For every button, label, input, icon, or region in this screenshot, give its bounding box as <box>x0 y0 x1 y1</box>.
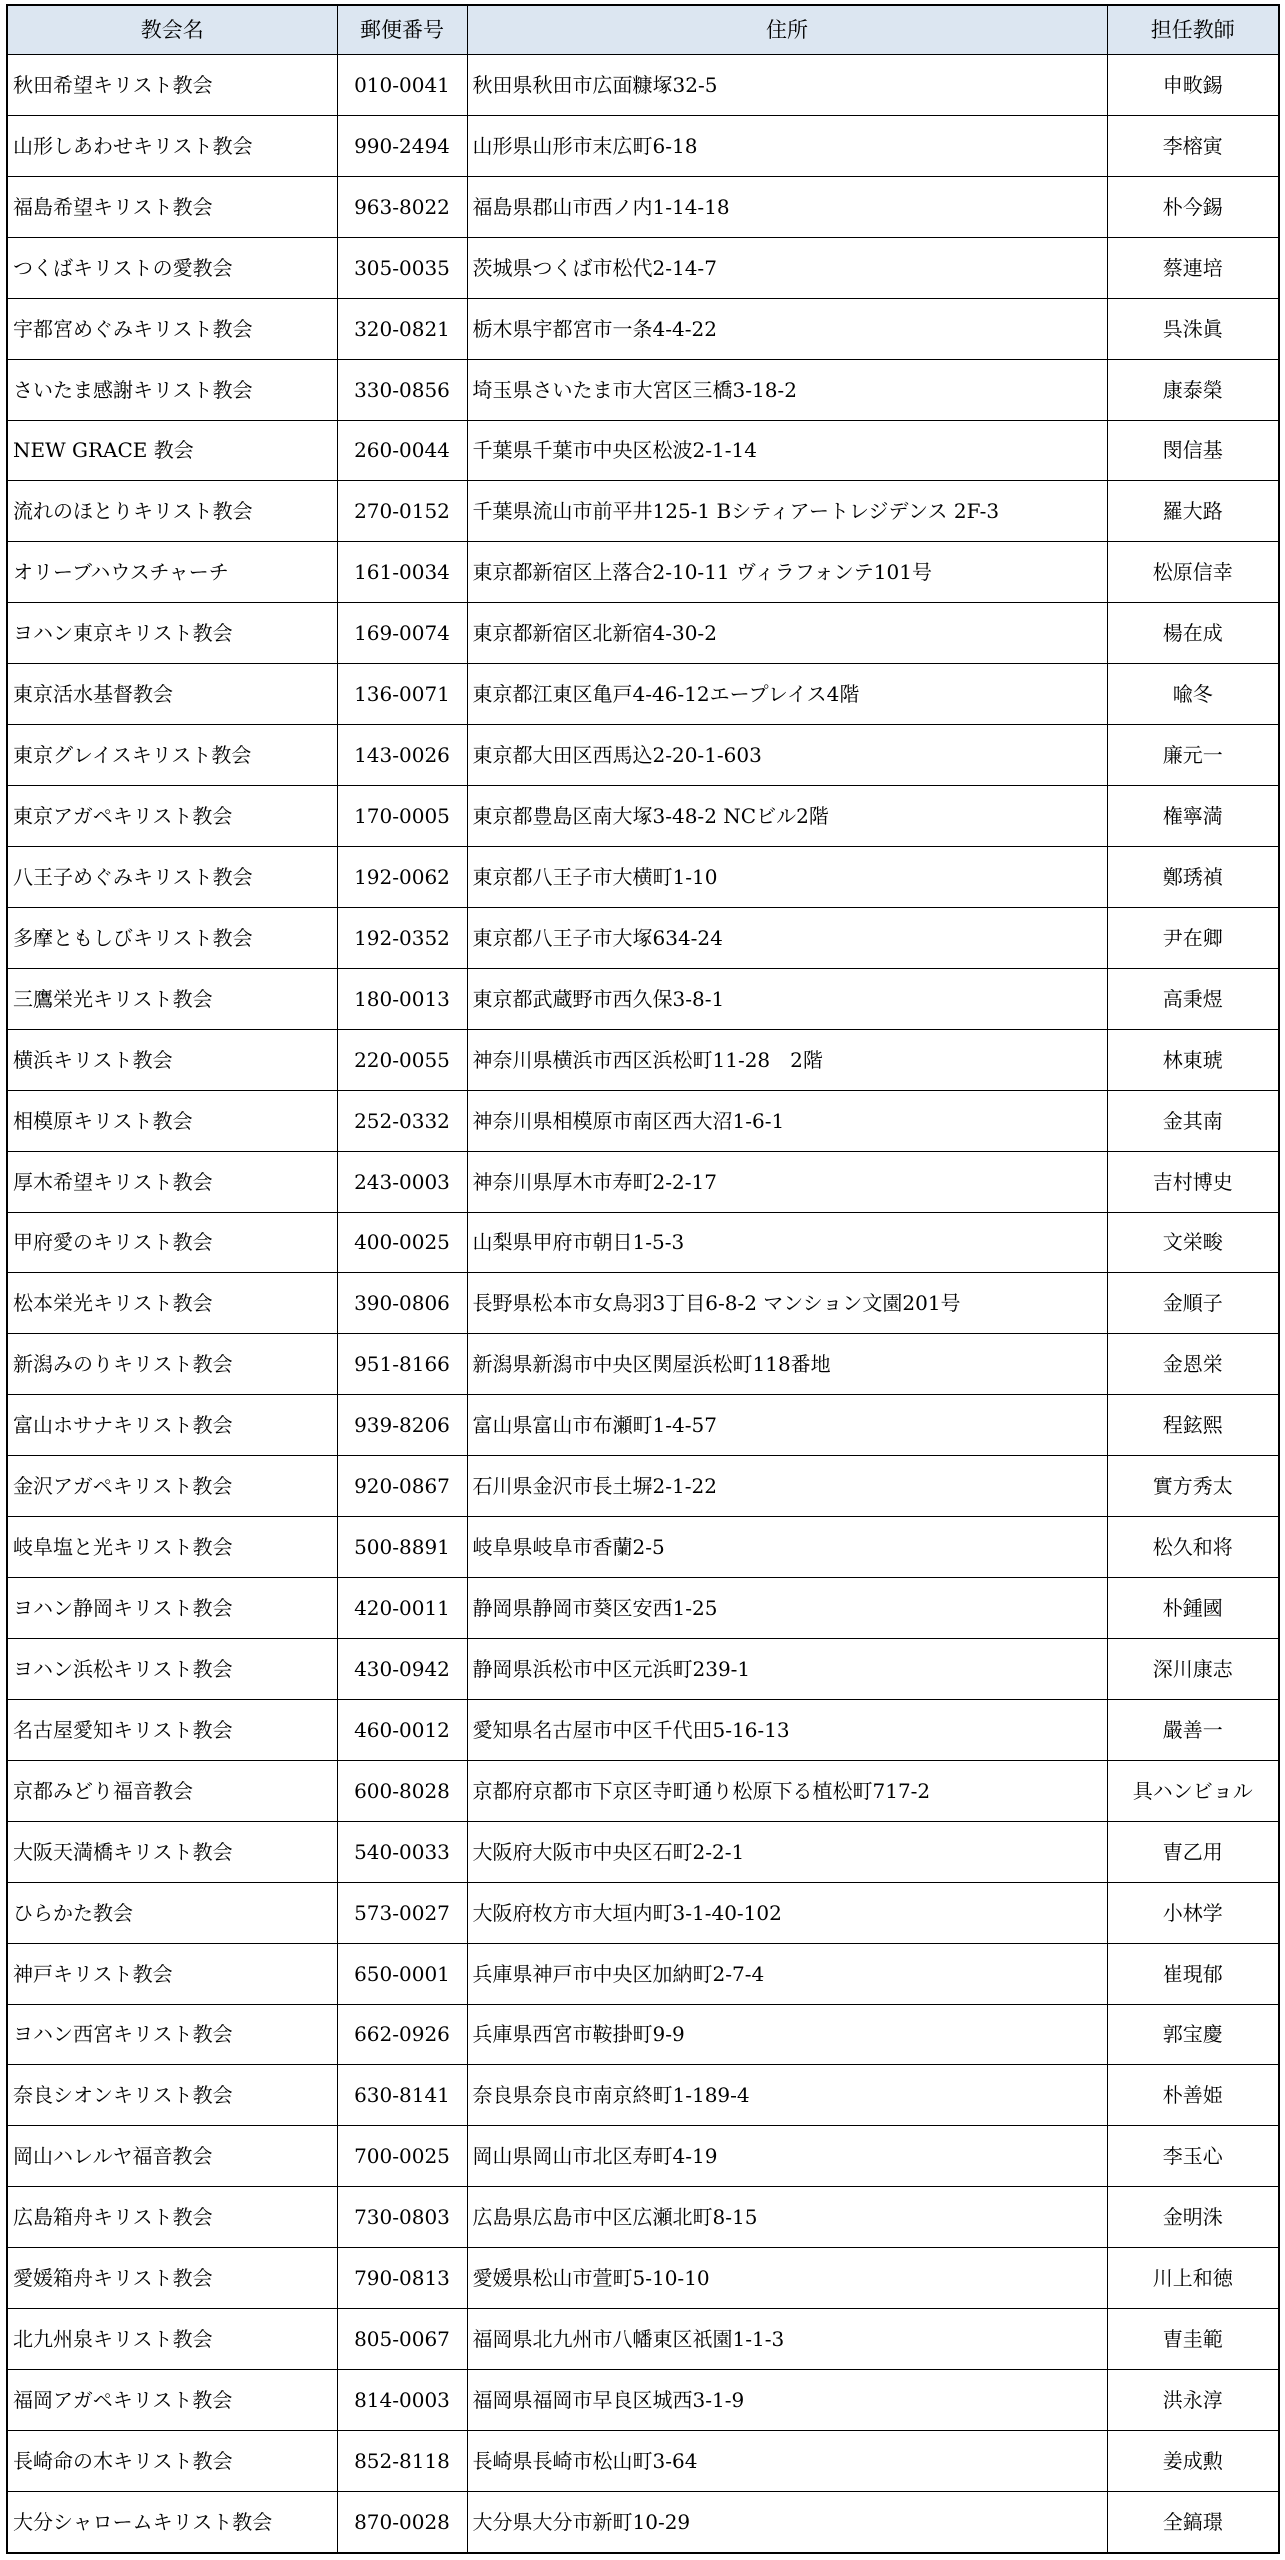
postal-code-cell: 430-0942 <box>337 1638 467 1699</box>
postal-code-cell: 136-0071 <box>337 664 467 725</box>
address-cell: 大阪府大阪市中央区石町2-2-1 <box>467 1821 1107 1882</box>
pastor-cell: 高秉煜 <box>1107 968 1279 1029</box>
table-row <box>7 1090 1279 1151</box>
table-row <box>7 725 1279 786</box>
postal-code-cell: 180-0013 <box>337 968 467 1029</box>
pastor-cell: 吉村博史 <box>1107 1151 1279 1212</box>
postal-code-cell: 169-0074 <box>337 603 467 664</box>
address-cell: 山梨県甲府市朝日1-5-3 <box>467 1212 1107 1273</box>
church-name-cell: 金沢アガペキリスト教会 <box>7 1456 337 1517</box>
pastor-cell: 権寧満 <box>1107 786 1279 847</box>
church-name-cell: さいたま感謝キリスト教会 <box>7 359 337 420</box>
address-cell: 山形県山形市末広町6-18 <box>467 115 1107 176</box>
address-cell: 大分県大分市新町10-29 <box>467 2491 1107 2553</box>
address-cell: 京都府京都市下京区寺町通り松原下る植松町717-2 <box>467 1760 1107 1821</box>
address-cell: 東京都八王子市大横町1-10 <box>467 846 1107 907</box>
church-name-cell: ヨハン西宮キリスト教会 <box>7 2004 337 2065</box>
postal-code-cell: 192-0352 <box>337 907 467 968</box>
postal-code-cell: 920-0867 <box>337 1456 467 1517</box>
address-cell: 大阪府枚方市大垣内町3-1-40-102 <box>467 1882 1107 1943</box>
postal-code-cell: 170-0005 <box>337 786 467 847</box>
church-name-cell: 東京活水基督教会 <box>7 664 337 725</box>
postal-code-cell: 252-0332 <box>337 1090 467 1151</box>
pastor-cell: 曺乙用 <box>1107 1821 1279 1882</box>
address-cell: 東京都豊島区南大塚3-48-2 NCビル2階 <box>467 786 1107 847</box>
church-name-cell: つくばキリストの愛教会 <box>7 237 337 298</box>
postal-code-cell: 805-0067 <box>337 2309 467 2370</box>
church-name-cell: 愛媛箱舟キリスト教会 <box>7 2248 337 2309</box>
address-cell: 長崎県長崎市松山町3-64 <box>467 2430 1107 2491</box>
table-row <box>7 786 1279 847</box>
pastor-cell: 全鎬璟 <box>1107 2491 1279 2553</box>
address-cell: 茨城県つくば市松代2-14-7 <box>467 237 1107 298</box>
church-name-cell: 大分シャロームキリスト教会 <box>7 2491 337 2553</box>
table-row <box>7 1029 1279 1090</box>
postal-code-cell: 400-0025 <box>337 1212 467 1273</box>
pastor-cell: 林東琥 <box>1107 1029 1279 1090</box>
pastor-cell: 小林学 <box>1107 1882 1279 1943</box>
church-name-cell: 東京アガペキリスト教会 <box>7 786 337 847</box>
postal-code-cell: 390-0806 <box>337 1273 467 1334</box>
postal-code-cell: 870-0028 <box>337 2491 467 2553</box>
postal-code-cell: 730-0803 <box>337 2187 467 2248</box>
address-cell: 神奈川県厚木市寿町2-2-17 <box>467 1151 1107 1212</box>
postal-code-cell: 161-0034 <box>337 542 467 603</box>
pastor-cell: 朴鍾國 <box>1107 1578 1279 1639</box>
table-row <box>7 115 1279 176</box>
postal-code-cell: 330-0856 <box>337 359 467 420</box>
postal-code-cell: 700-0025 <box>337 2126 467 2187</box>
postal-code-cell: 650-0001 <box>337 1943 467 2004</box>
address-cell: 長野県松本市女鳥羽3丁目6-8-2 マンション文園201号 <box>467 1273 1107 1334</box>
postal-code-cell: 951-8166 <box>337 1334 467 1395</box>
address-cell: 東京都八王子市大塚634-24 <box>467 907 1107 968</box>
pastor-cell: 楊在成 <box>1107 603 1279 664</box>
postal-code-cell: 852-8118 <box>337 2430 467 2491</box>
postal-code-cell: 790-0813 <box>337 2248 467 2309</box>
pastor-cell: 洪永淳 <box>1107 2370 1279 2431</box>
table-row <box>7 1638 1279 1699</box>
church-name-cell: 福島希望キリスト教会 <box>7 176 337 237</box>
table-row <box>7 298 1279 359</box>
table-row <box>7 1151 1279 1212</box>
postal-code-cell: 010-0041 <box>337 55 467 116</box>
pastor-cell: 文栄畯 <box>1107 1212 1279 1273</box>
address-cell: 岐阜県岐阜市香蘭2-5 <box>467 1517 1107 1578</box>
table-row <box>7 1212 1279 1273</box>
church-name-cell: 岡山ハレルヤ福音教会 <box>7 2126 337 2187</box>
table-row <box>7 2126 1279 2187</box>
pastor-cell: 實方秀太 <box>1107 1456 1279 1517</box>
table-row <box>7 2370 1279 2431</box>
pastor-cell: 金恩栄 <box>1107 1334 1279 1395</box>
church-name-cell: 奈良シオンキリスト教会 <box>7 2065 337 2126</box>
postal-code-cell: 573-0027 <box>337 1882 467 1943</box>
table-row <box>7 2430 1279 2491</box>
pastor-cell: 金其南 <box>1107 1090 1279 1151</box>
postal-code-cell: 320-0821 <box>337 298 467 359</box>
address-cell: 千葉県千葉市中央区松波2-1-14 <box>467 420 1107 481</box>
postal-code-cell: 305-0035 <box>337 237 467 298</box>
pastor-cell: 呉洙眞 <box>1107 298 1279 359</box>
address-cell: 東京都武蔵野市西久保3-8-1 <box>467 968 1107 1029</box>
table-row <box>7 968 1279 1029</box>
church-name-cell: 八王子めぐみキリスト教会 <box>7 846 337 907</box>
table-row <box>7 1760 1279 1821</box>
address-cell: 埼玉県さいたま市大宮区三橋3-18-2 <box>467 359 1107 420</box>
address-cell: 兵庫県西宮市鞍掛町9-9 <box>467 2004 1107 2065</box>
address-cell: 千葉県流山市前平井125-1 Bシティアートレジデンス 2F-3 <box>467 481 1107 542</box>
postal-code-cell: 420-0011 <box>337 1578 467 1639</box>
table-row <box>7 2309 1279 2370</box>
address-cell: 福岡県福岡市早良区城西3-1-9 <box>467 2370 1107 2431</box>
church-name-cell: 多摩ともしびキリスト教会 <box>7 907 337 968</box>
pastor-cell: 朴今錫 <box>1107 176 1279 237</box>
address-cell: 東京都大田区西馬込2-20-1-603 <box>467 725 1107 786</box>
pastor-cell: 金明洙 <box>1107 2187 1279 2248</box>
pastor-cell: 川上和徳 <box>1107 2248 1279 2309</box>
church-name-cell: ヨハン静岡キリスト教会 <box>7 1578 337 1639</box>
church-name-cell: 北九州泉キリスト教会 <box>7 2309 337 2370</box>
pastor-cell: 姜成勲 <box>1107 2430 1279 2491</box>
table-row <box>7 1943 1279 2004</box>
table-body <box>7 55 1279 2554</box>
table-row <box>7 1821 1279 1882</box>
postal-code-cell: 500-8891 <box>337 1517 467 1578</box>
church-name-cell: 福岡アガペキリスト教会 <box>7 2370 337 2431</box>
table-row <box>7 481 1279 542</box>
address-cell: 石川県金沢市長土塀2-1-22 <box>467 1456 1107 1517</box>
postal-code-cell: 143-0026 <box>337 725 467 786</box>
church-name-cell: 新潟みのりキリスト教会 <box>7 1334 337 1395</box>
pastor-cell: 閔信基 <box>1107 420 1279 481</box>
address-cell: 東京都江東区亀戸4-46-12エープレイス4階 <box>467 664 1107 725</box>
table-row <box>7 1578 1279 1639</box>
table-row <box>7 664 1279 725</box>
table-row <box>7 359 1279 420</box>
address-cell: 広島県広島市中区広瀬北町8-15 <box>467 2187 1107 2248</box>
table-row <box>7 2491 1279 2553</box>
pastor-cell: 朴善姫 <box>1107 2065 1279 2126</box>
address-cell: 福岡県北九州市八幡東区祇園1-1-3 <box>467 2309 1107 2370</box>
church-name-cell: 秋田希望キリスト教会 <box>7 55 337 116</box>
address-cell: 兵庫県神戸市中央区加納町2-7-4 <box>467 1943 1107 2004</box>
address-cell: 秋田県秋田市広面糠塚32-5 <box>467 55 1107 116</box>
header-postal-code: 郵便番号 <box>337 5 467 55</box>
table-row <box>7 2187 1279 2248</box>
address-cell: 富山県富山市布瀬町1-4-57 <box>467 1395 1107 1456</box>
table-row <box>7 420 1279 481</box>
church-name-cell: 甲府愛のキリスト教会 <box>7 1212 337 1273</box>
address-cell: 奈良県奈良市南京終町1-189-4 <box>467 2065 1107 2126</box>
table-row <box>7 603 1279 664</box>
address-cell: 福島県郡山市西ノ内1-14-18 <box>467 176 1107 237</box>
address-cell: 栃木県宇都宮市一条4-4-22 <box>467 298 1107 359</box>
postal-code-cell: 939-8206 <box>337 1395 467 1456</box>
header-address: 住所 <box>467 5 1107 55</box>
church-list <box>6 4 1278 2554</box>
pastor-cell: 松久和将 <box>1107 1517 1279 1578</box>
pastor-cell: 金順子 <box>1107 1273 1279 1334</box>
postal-code-cell: 243-0003 <box>337 1151 467 1212</box>
table-row <box>7 1882 1279 1943</box>
address-cell: 神奈川県横浜市西区浜松町11-28 2階 <box>467 1029 1107 1090</box>
header-church-name: 教会名 <box>7 5 337 55</box>
table-row <box>7 55 1279 116</box>
pastor-cell: 李玉心 <box>1107 2126 1279 2187</box>
postal-code-cell: 814-0003 <box>337 2370 467 2431</box>
pastor-cell: 程鉉熙 <box>1107 1395 1279 1456</box>
church-name-cell: オリーブハウスチャーチ <box>7 542 337 603</box>
pastor-cell: 深川康志 <box>1107 1638 1279 1699</box>
address-cell: 東京都新宿区北新宿4-30-2 <box>467 603 1107 664</box>
postal-code-cell: 220-0055 <box>337 1029 467 1090</box>
church-name-cell: 松本栄光キリスト教会 <box>7 1273 337 1334</box>
church-name-cell: ヨハン浜松キリスト教会 <box>7 1638 337 1699</box>
postal-code-cell: 630-8141 <box>337 2065 467 2126</box>
table-row <box>7 176 1279 237</box>
table-row <box>7 907 1279 968</box>
table-row <box>7 1699 1279 1760</box>
church-name-cell: 大阪天満橋キリスト教会 <box>7 1821 337 1882</box>
pastor-cell: 蔡連培 <box>1107 237 1279 298</box>
postal-code-cell: 600-8028 <box>337 1760 467 1821</box>
postal-code-cell: 990-2494 <box>337 115 467 176</box>
pastor-cell: 崔現郁 <box>1107 1943 1279 2004</box>
table-row <box>7 1456 1279 1517</box>
address-cell: 東京都新宿区上落合2-10-11 ヴィラフォンテ101号 <box>467 542 1107 603</box>
pastor-cell: 申畋錫 <box>1107 55 1279 116</box>
address-cell: 岡山県岡山市北区寿町4-19 <box>467 2126 1107 2187</box>
pastor-cell: 嚴善一 <box>1107 1699 1279 1760</box>
postal-code-cell: 963-8022 <box>337 176 467 237</box>
postal-code-cell: 540-0033 <box>337 1821 467 1882</box>
address-cell: 神奈川県相模原市南区西大沼1-6-1 <box>467 1090 1107 1151</box>
pastor-cell: 廉元一 <box>1107 725 1279 786</box>
church-name-cell: 山形しあわせキリスト教会 <box>7 115 337 176</box>
pastor-cell: 李榕寅 <box>1107 115 1279 176</box>
church-name-cell: ヨハン東京キリスト教会 <box>7 603 337 664</box>
address-cell: 静岡県静岡市葵区安西1-25 <box>467 1578 1107 1639</box>
postal-code-cell: 460-0012 <box>337 1699 467 1760</box>
postal-code-cell: 260-0044 <box>337 420 467 481</box>
church-name-cell: 宇都宮めぐみキリスト教会 <box>7 298 337 359</box>
church-name-cell: 岐阜塩と光キリスト教会 <box>7 1517 337 1578</box>
address-cell: 新潟県新潟市中央区関屋浜松町118番地 <box>467 1334 1107 1395</box>
church-name-cell: ひらかた教会 <box>7 1882 337 1943</box>
pastor-cell: 具ハンビョル <box>1107 1760 1279 1821</box>
pastor-cell: 鄭琇禎 <box>1107 846 1279 907</box>
address-cell: 愛媛県松山市萱町5-10-10 <box>467 2248 1107 2309</box>
pastor-cell: 郭宝慶 <box>1107 2004 1279 2065</box>
pastor-cell: 喩冬 <box>1107 664 1279 725</box>
header-row <box>7 5 1279 55</box>
church-name-cell: 名古屋愛知キリスト教会 <box>7 1699 337 1760</box>
table-row <box>7 2248 1279 2309</box>
table-row <box>7 1273 1279 1334</box>
church-table <box>6 4 1280 2554</box>
address-cell: 愛知県名古屋市中区千代田5-16-13 <box>467 1699 1107 1760</box>
table-row <box>7 1517 1279 1578</box>
table-row <box>7 2004 1279 2065</box>
table-row <box>7 1395 1279 1456</box>
church-name-cell: 富山ホサナキリスト教会 <box>7 1395 337 1456</box>
postal-code-cell: 270-0152 <box>337 481 467 542</box>
church-name-cell: NEW GRACE 教会 <box>7 420 337 481</box>
address-cell: 静岡県浜松市中区元浜町239-1 <box>467 1638 1107 1699</box>
pastor-cell: 尹在卿 <box>1107 907 1279 968</box>
church-name-cell: 神戸キリスト教会 <box>7 1943 337 2004</box>
church-name-cell: 厚木希望キリスト教会 <box>7 1151 337 1212</box>
table-row <box>7 542 1279 603</box>
church-name-cell: 横浜キリスト教会 <box>7 1029 337 1090</box>
church-name-cell: 長崎命の木キリスト教会 <box>7 2430 337 2491</box>
table-row <box>7 2065 1279 2126</box>
church-name-cell: 東京グレイスキリスト教会 <box>7 725 337 786</box>
header-pastor: 担任教師 <box>1107 5 1279 55</box>
church-name-cell: 京都みどり福音教会 <box>7 1760 337 1821</box>
church-name-cell: 三鷹栄光キリスト教会 <box>7 968 337 1029</box>
church-name-cell: 広島箱舟キリスト教会 <box>7 2187 337 2248</box>
pastor-cell: 羅大路 <box>1107 481 1279 542</box>
table-row <box>7 1334 1279 1395</box>
pastor-cell: 曺圭範 <box>1107 2309 1279 2370</box>
table-row <box>7 846 1279 907</box>
pastor-cell: 松原信幸 <box>1107 542 1279 603</box>
postal-code-cell: 662-0926 <box>337 2004 467 2065</box>
table-header <box>7 5 1279 55</box>
table-row <box>7 237 1279 298</box>
church-name-cell: 相模原キリスト教会 <box>7 1090 337 1151</box>
postal-code-cell: 192-0062 <box>337 846 467 907</box>
pastor-cell: 康泰榮 <box>1107 359 1279 420</box>
church-name-cell: 流れのほとりキリスト教会 <box>7 481 337 542</box>
